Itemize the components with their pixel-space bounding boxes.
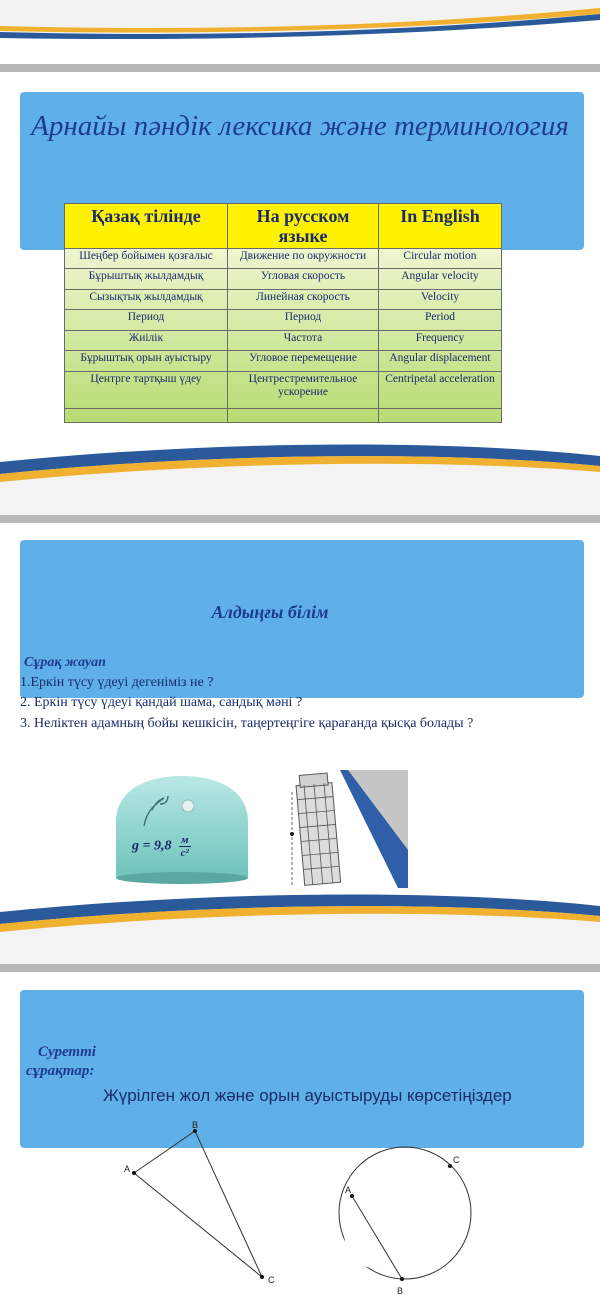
- page-title: Арнайы пәндік лексика және терминология: [31, 110, 569, 142]
- table-cell: Центрестремительное ускорение: [228, 371, 379, 408]
- gravity-formula: g = 9,8 м с²: [132, 834, 189, 859]
- table-row: [65, 330, 502, 350]
- pictures-label-line2: сұрақтар:: [26, 1063, 95, 1079]
- top-swoosh-decoration: [0, 0, 600, 45]
- table-header-russian: На русском языке: [228, 204, 379, 249]
- vocabulary-table: [64, 203, 502, 423]
- slide-separator: [0, 64, 600, 72]
- table-cell: Частота: [228, 330, 379, 350]
- table-cell: [228, 409, 379, 423]
- table-cell: [379, 409, 502, 423]
- table-row: [65, 371, 502, 408]
- question-1: 1.Еркін түсу үдеуі дегеніміз не ?: [20, 675, 214, 690]
- table-cell: Шеңбер бойымен қозғалыс: [65, 249, 228, 269]
- triangle-point-a: A: [124, 1164, 131, 1174]
- leaning-tower-image: [278, 770, 408, 888]
- table-cell: Сызықтық жылдамдық: [65, 289, 228, 309]
- circle-point-a: A: [345, 1185, 352, 1195]
- table-cell: Угловая скорость: [228, 269, 379, 289]
- question-2: 2. Еркін түсу үдеуі қандай шама, сандық мәні ?: [20, 695, 303, 710]
- table-cell: Centripetal acceleration: [379, 371, 502, 408]
- table-cell: Period: [379, 310, 502, 330]
- pictures-label-line1: Суретті: [38, 1044, 96, 1060]
- table-cell: Центрге тартқыш үдеу: [65, 371, 228, 408]
- table-cell: Период: [65, 310, 228, 330]
- table-cell: Angular displacement: [379, 351, 502, 371]
- table-cell: Angular velocity: [379, 269, 502, 289]
- table-header-kazakh: Қазақ тілінде: [65, 204, 228, 249]
- table-header-english: In English: [379, 204, 502, 249]
- slide-separator: [0, 964, 600, 972]
- bottom-swoosh-decoration: [0, 440, 600, 515]
- task-text: Жүрілген жол және орын ауыстыруды көрсетіңіздер: [103, 1086, 512, 1105]
- table-cell: Бұрыштық орын ауыстыру: [65, 351, 228, 371]
- table-cell: Velocity: [379, 289, 502, 309]
- table-row: [65, 269, 502, 289]
- table-cell: Жиілік: [65, 330, 228, 350]
- question-label: Сұрақ жауап: [24, 655, 106, 670]
- table-cell: Circular motion: [379, 249, 502, 269]
- table-row: [65, 351, 502, 371]
- circle-point-b: B: [397, 1286, 404, 1296]
- table-cell: Угловое перемещение: [228, 351, 379, 371]
- triangle-point-c: C: [268, 1275, 275, 1285]
- triangle-point-b: B: [192, 1120, 199, 1130]
- section-title: Алдыңғы білім: [211, 602, 329, 622]
- circle-point-c: C: [453, 1155, 460, 1165]
- slide-separator: [0, 515, 600, 523]
- question-3: 3. Неліктен адамның бойы кешкісін, таңертеңгіге қарағанда қысқа болады ?: [20, 716, 474, 731]
- table-cell: Frequency: [379, 330, 502, 350]
- triangle-path-diagram: [110, 1115, 290, 1295]
- pictures-panel: [20, 990, 584, 1148]
- gravity-illustration: [82, 770, 408, 888]
- table-row: [65, 409, 502, 423]
- table-cell: Период: [228, 310, 379, 330]
- table-cell: Бұрыштық жылдамдық: [65, 269, 228, 289]
- table-cell: Линейная скорость: [228, 289, 379, 309]
- vacuum-bell-jar-image: [102, 770, 262, 888]
- table-cell: [65, 409, 228, 423]
- table-row: [65, 289, 502, 309]
- table-row: [65, 310, 502, 330]
- table-cell: Движение по окружности: [228, 249, 379, 269]
- bottom-swoosh-decoration: [0, 890, 600, 965]
- table-row: [65, 249, 502, 269]
